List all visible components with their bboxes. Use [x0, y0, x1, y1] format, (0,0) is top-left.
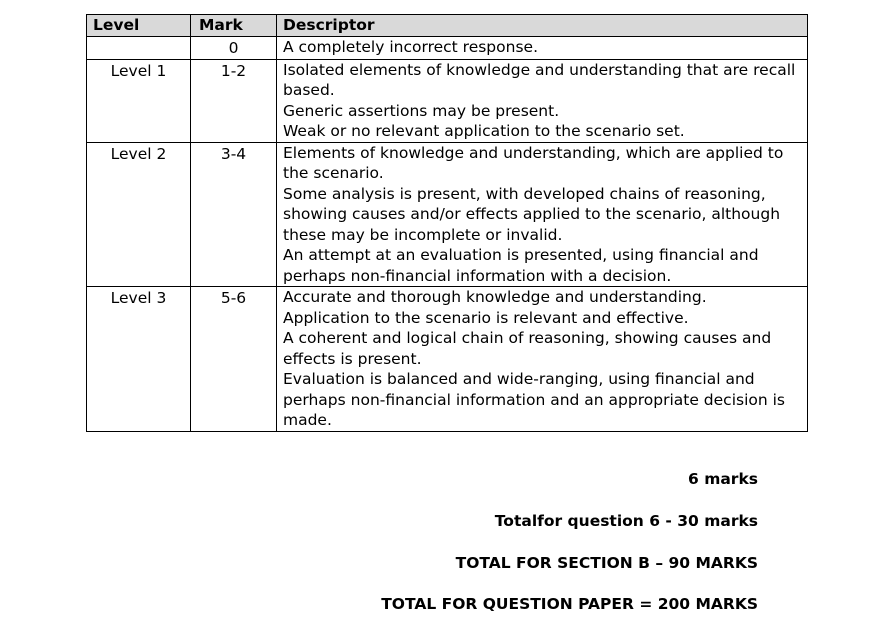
- descriptor-cell: [277, 142, 808, 287]
- mark-cell: 3-4: [191, 142, 277, 287]
- section-total: TOTAL FOR SECTION B – 90 MARKS: [455, 554, 758, 572]
- table-row: [87, 59, 808, 142]
- level-cell: [87, 37, 191, 60]
- header-descriptor: Descriptor: [277, 15, 808, 37]
- level-cell: Level 3: [87, 287, 191, 432]
- descriptor-line: Elements of knowledge and understanding, which are applied to the scenario.: [283, 143, 784, 182]
- descriptor-line: Weak or no relevant application to the scenario set.: [283, 122, 685, 140]
- mark-cell: 5-6: [191, 287, 277, 432]
- header-mark: Mark: [191, 15, 277, 37]
- paper-total: TOTAL FOR QUESTION PAPER = 200 MARKS: [381, 595, 758, 613]
- table-row: [87, 287, 808, 432]
- descriptor-line: Some analysis is present, with developed chains of reasoning, showing causes and/or effects applied to the scenario, although these may be incomplete or invalid.: [283, 184, 781, 244]
- table-row: [87, 37, 808, 60]
- descriptor-line: Evaluation is balanced and wide-ranging, using financial and perhaps non-financial information and an appropriate decision is made.: [283, 370, 786, 429]
- table-row: [87, 142, 808, 287]
- mark-cell: 1-2: [191, 59, 277, 142]
- descriptor-line: Generic assertions may be present.: [283, 101, 560, 120]
- mark-scheme-table: [86, 14, 808, 432]
- descriptor-line: Application to the scenario is relevant and effective.: [283, 308, 689, 327]
- descriptor-line: Isolated elements of knowledge and understanding that are recall based.: [283, 60, 796, 99]
- mark-cell: 0: [191, 37, 277, 60]
- descriptor-cell: [277, 59, 808, 142]
- table-header-row: [87, 15, 808, 37]
- question-total: Totalfor question 6 - 30 marks: [494, 512, 758, 530]
- descriptor-line: Accurate and thorough knowledge and understanding.: [283, 288, 707, 306]
- level-cell: Level 1: [87, 59, 191, 142]
- descriptor-cell: [277, 287, 808, 432]
- level-cell: Level 2: [87, 142, 191, 287]
- descriptor-line: A coherent and logical chain of reasoning, showing causes and effects is present.: [283, 329, 772, 368]
- header-level: Level: [87, 15, 191, 37]
- descriptor-cell: [277, 37, 808, 60]
- descriptor-line: A completely incorrect response.: [283, 38, 538, 56]
- question-marks: 6 marks: [688, 470, 758, 488]
- descriptor-line: An attempt at an evaluation is presented, using financial and perhaps non-financial information with a decision.: [283, 246, 759, 285]
